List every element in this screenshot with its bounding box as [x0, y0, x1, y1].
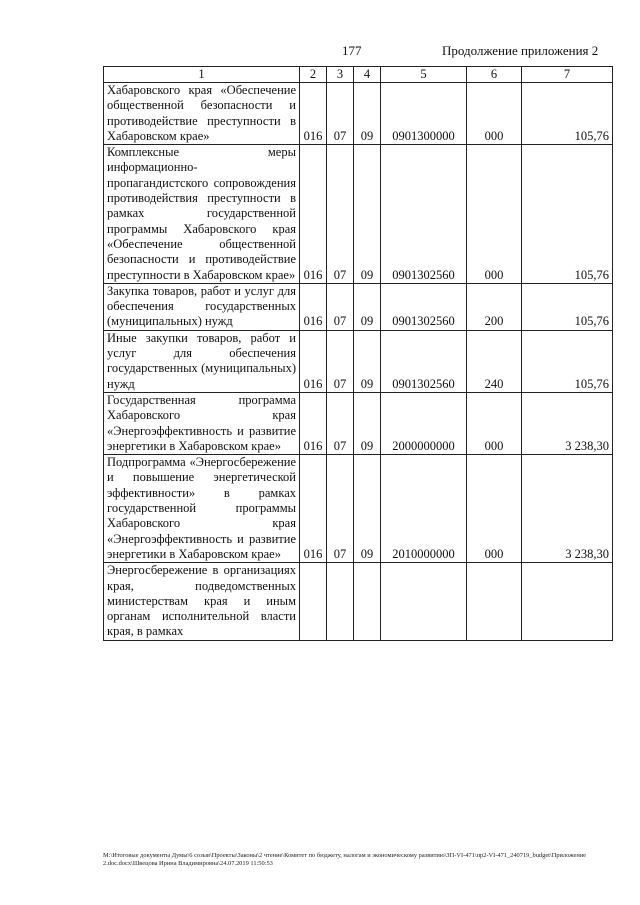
row-name: Подпрограмма «Энергосбережение и повышение энергетической эффективности» в рамках государственной программы Хабаровского края «Энергоэффективность и развитие энергетики в Хабаровском крае» — [104, 455, 300, 563]
expense-type-code: 000 — [467, 145, 522, 284]
row-name: Энергосбережение в организациях края, подведомственных министерствам края и иным органам исполнительной власти края, в рамках — [104, 563, 300, 640]
section-code: 07 — [327, 83, 354, 145]
row-name: Комплексные меры информационно-пропагандистского сопровождения противодействия преступности в рамках государственной программы Хабаровского края «Обеспечение общественной безопасности и противодействие преступности в Хабаровском крае» — [104, 145, 300, 284]
amount: 3 238,30 — [522, 392, 613, 454]
amount: 105,76 — [522, 283, 613, 330]
subsection-code: 09 — [354, 330, 381, 392]
table-row — [104, 283, 613, 330]
row-name: Закупка товаров, работ и услуг для обеспечения государственных (муниципальных) нужд — [104, 283, 300, 330]
subsection-code — [354, 563, 381, 640]
column-header: 7 — [522, 67, 613, 83]
row-name: Государственная программа Хабаровского края «Энергоэффективность и развитие энергетики в Хабаровском крае» — [104, 392, 300, 454]
expense-type-code: 240 — [467, 330, 522, 392]
expense-type-code: 000 — [467, 392, 522, 454]
ministry-code: 016 — [300, 83, 327, 145]
amount — [522, 563, 613, 640]
amount: 3 238,30 — [522, 455, 613, 563]
ministry-code — [300, 563, 327, 640]
document-path-footer: M:\Итоговые документы Думы\6 созыв\Проекты\Законы\2 чтение\Комитет по бюджету, налогам и экономическому развитию\ЗП-VI-471\пр2-VI-471_240719_budget\Приложение 2.doc.docx\Швецова Ирина Владимировна\24.07.2019 11:50:53 — [103, 852, 587, 867]
target-article-code: 2000000000 — [381, 392, 467, 454]
subsection-code: 09 — [354, 283, 381, 330]
amount: 105,76 — [522, 145, 613, 284]
expense-type-code: 000 — [467, 83, 522, 145]
column-header: 2 — [300, 67, 327, 83]
expense-type-code: 200 — [467, 283, 522, 330]
target-article-code: 0901302560 — [381, 330, 467, 392]
column-header: 5 — [381, 67, 467, 83]
subsection-code: 09 — [354, 83, 381, 145]
column-header: 3 — [327, 67, 354, 83]
expense-type-code — [467, 563, 522, 640]
amount: 105,76 — [522, 330, 613, 392]
target-article-code: 0901302560 — [381, 145, 467, 284]
table-row — [104, 145, 613, 284]
target-article-code: 0901302560 — [381, 283, 467, 330]
table-row — [104, 83, 613, 145]
ministry-code: 016 — [300, 392, 327, 454]
row-name: Иные закупки товаров, работ и услуг для обеспечения государственных (муниципальных) нужд — [104, 330, 300, 392]
table-header-row — [104, 67, 613, 83]
expense-type-code: 000 — [467, 455, 522, 563]
table-row — [104, 330, 613, 392]
page-number: 177 — [342, 43, 362, 58]
ministry-code: 016 — [300, 283, 327, 330]
column-header: 4 — [354, 67, 381, 83]
subsection-code: 09 — [354, 455, 381, 563]
section-code: 07 — [327, 145, 354, 284]
column-header: 1 — [104, 67, 300, 83]
target-article-code: 0901300000 — [381, 83, 467, 145]
ministry-code: 016 — [300, 455, 327, 563]
amount: 105,76 — [522, 83, 613, 145]
section-code: 07 — [327, 330, 354, 392]
target-article-code: 2010000000 — [381, 455, 467, 563]
table-row — [104, 392, 613, 454]
column-header: 6 — [467, 67, 522, 83]
target-article-code — [381, 563, 467, 640]
section-code: 07 — [327, 392, 354, 454]
budget-table — [103, 66, 613, 641]
subsection-code: 09 — [354, 145, 381, 284]
ministry-code: 016 — [300, 145, 327, 284]
table-row — [104, 455, 613, 563]
ministry-code: 016 — [300, 330, 327, 392]
table-row — [104, 563, 613, 640]
section-code: 07 — [327, 455, 354, 563]
row-name: Хабаровского края «Обеспечение общественной безопасности и противодействие преступности в Хабаровском крае» — [104, 83, 300, 145]
section-code: 07 — [327, 283, 354, 330]
appendix-continuation-title: Продолжение приложения 2 — [442, 43, 599, 58]
subsection-code: 09 — [354, 392, 381, 454]
section-code — [327, 563, 354, 640]
